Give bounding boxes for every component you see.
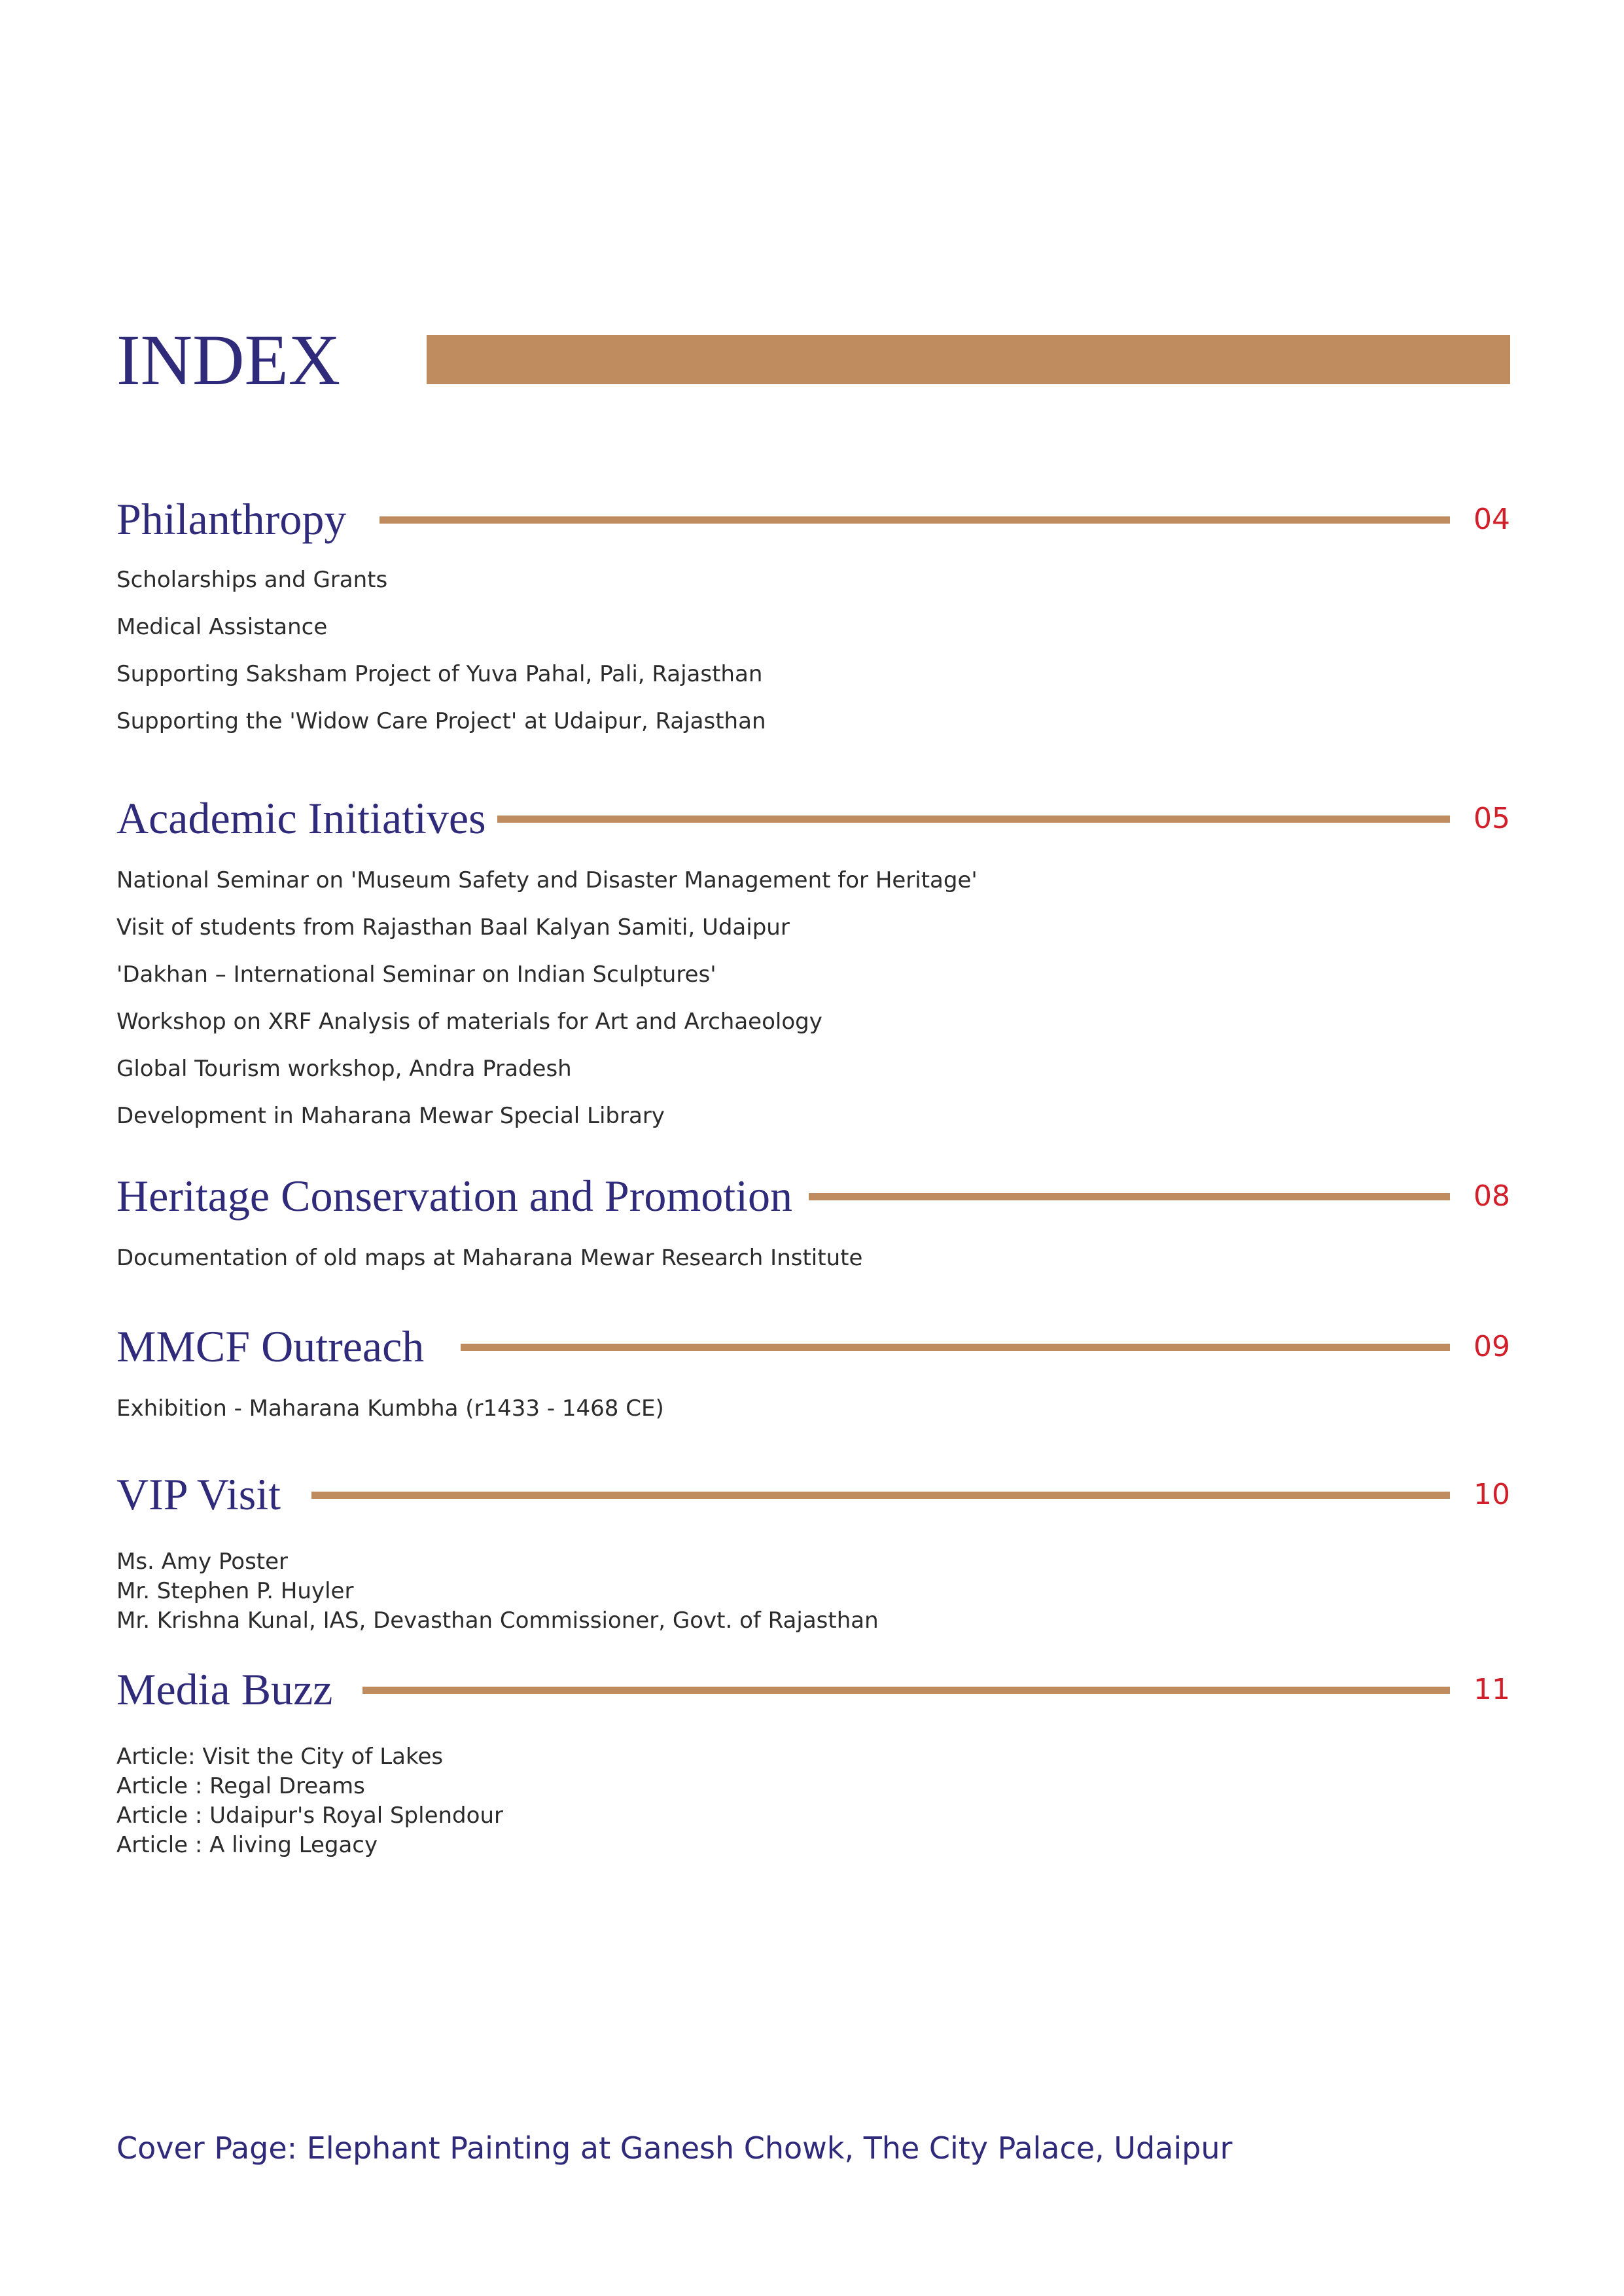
section-heading-row [116, 490, 1510, 548]
section-item-list [116, 857, 1510, 1139]
section-philanthropy [116, 490, 1510, 737]
section-item-list [116, 1385, 1510, 1432]
section-page-number: 11 [1474, 1673, 1510, 1706]
section-heading-row [116, 1465, 1510, 1524]
list-item: Article : Regal Dreams [116, 1773, 365, 1799]
list-item: Article : Udaipur's Royal Splendour [116, 1803, 503, 1829]
list-item: Scholarships and Grants [116, 567, 388, 593]
section-heading-row [116, 1317, 1510, 1376]
section-heritage-conservation [116, 1166, 1510, 1272]
list-item: Mr. Krishna Kunal, IAS, Devasthan Commissioner, Govt. of Rajasthan [116, 1607, 879, 1634]
section-title: VIP Visit [116, 1469, 281, 1519]
section-page-number: 10 [1474, 1478, 1510, 1511]
section-title: MMCF Outreach [116, 1321, 425, 1371]
section-item-list [116, 1742, 1510, 1860]
list-item: 'Dakhan – International Seminar on Indian Sculptures' [116, 961, 716, 988]
section-item-list [116, 1547, 1510, 1636]
list-item: Supporting the 'Widow Care Project' at Udaipur, Rajasthan [116, 708, 766, 734]
list-item: Mr. Stephen P. Huyler [116, 1578, 354, 1604]
section-page-number: 04 [1474, 503, 1510, 536]
section-vip-visit [116, 1465, 1510, 1634]
list-item: Article: Visit the City of Lakes [116, 1744, 444, 1770]
list-item: Visit of students from Rajasthan Baal Kalyan Samiti, Udaipur [116, 914, 790, 941]
section-rule [809, 1193, 1450, 1200]
list-item: Documentation of old maps at Maharana Mewar Research Institute [116, 1245, 863, 1271]
section-heading-row [116, 1166, 1510, 1225]
section-page-number: 08 [1474, 1179, 1510, 1213]
list-item: Ms. Amy Poster [116, 1549, 289, 1575]
title-decorative-bar [427, 335, 1510, 384]
section-rule [311, 1492, 1450, 1499]
section-media-buzz [116, 1660, 1510, 1858]
list-item: Exhibition - Maharana Kumbha (r1433 - 1468 CE) [116, 1395, 664, 1422]
section-title: Heritage Conservation and Promotion [116, 1171, 793, 1221]
section-page-number: 09 [1474, 1330, 1510, 1363]
section-mmcf-outreach [116, 1317, 1510, 1423]
section-title: Media Buzz [116, 1664, 333, 1714]
list-item: Supporting Saksham Project of Yuva Pahal, Pali, Rajasthan [116, 661, 763, 687]
section-rule [362, 1687, 1450, 1694]
section-rule [461, 1344, 1450, 1351]
section-heading-row [116, 789, 1510, 848]
section-title: Academic Initiatives [116, 793, 486, 843]
section-page-number: 05 [1474, 802, 1510, 835]
section-academic-initiatives [116, 789, 1510, 1130]
cover-caption: Cover Page: Elephant Painting at Ganesh Chowk, The City Palace, Udaipur [116, 2130, 1233, 2166]
section-rule [380, 516, 1450, 524]
section-item-list [116, 556, 1510, 745]
list-item: National Seminar on 'Museum Safety and Disaster Management for Heritage' [116, 867, 978, 893]
list-item: Global Tourism workshop, Andra Pradesh [116, 1056, 572, 1082]
list-item: Workshop on XRF Analysis of materials for Art and Archaeology [116, 1009, 822, 1035]
page-title: INDEX [116, 320, 341, 400]
list-item: Article : A living Legacy [116, 1832, 378, 1858]
section-heading-row [116, 1660, 1510, 1719]
section-rule [497, 816, 1450, 823]
list-item: Development in Maharana Mewar Special Library [116, 1103, 665, 1129]
section-item-list [116, 1234, 1510, 1282]
list-item: Medical Assistance [116, 614, 328, 640]
section-title: Philanthropy [116, 494, 347, 544]
